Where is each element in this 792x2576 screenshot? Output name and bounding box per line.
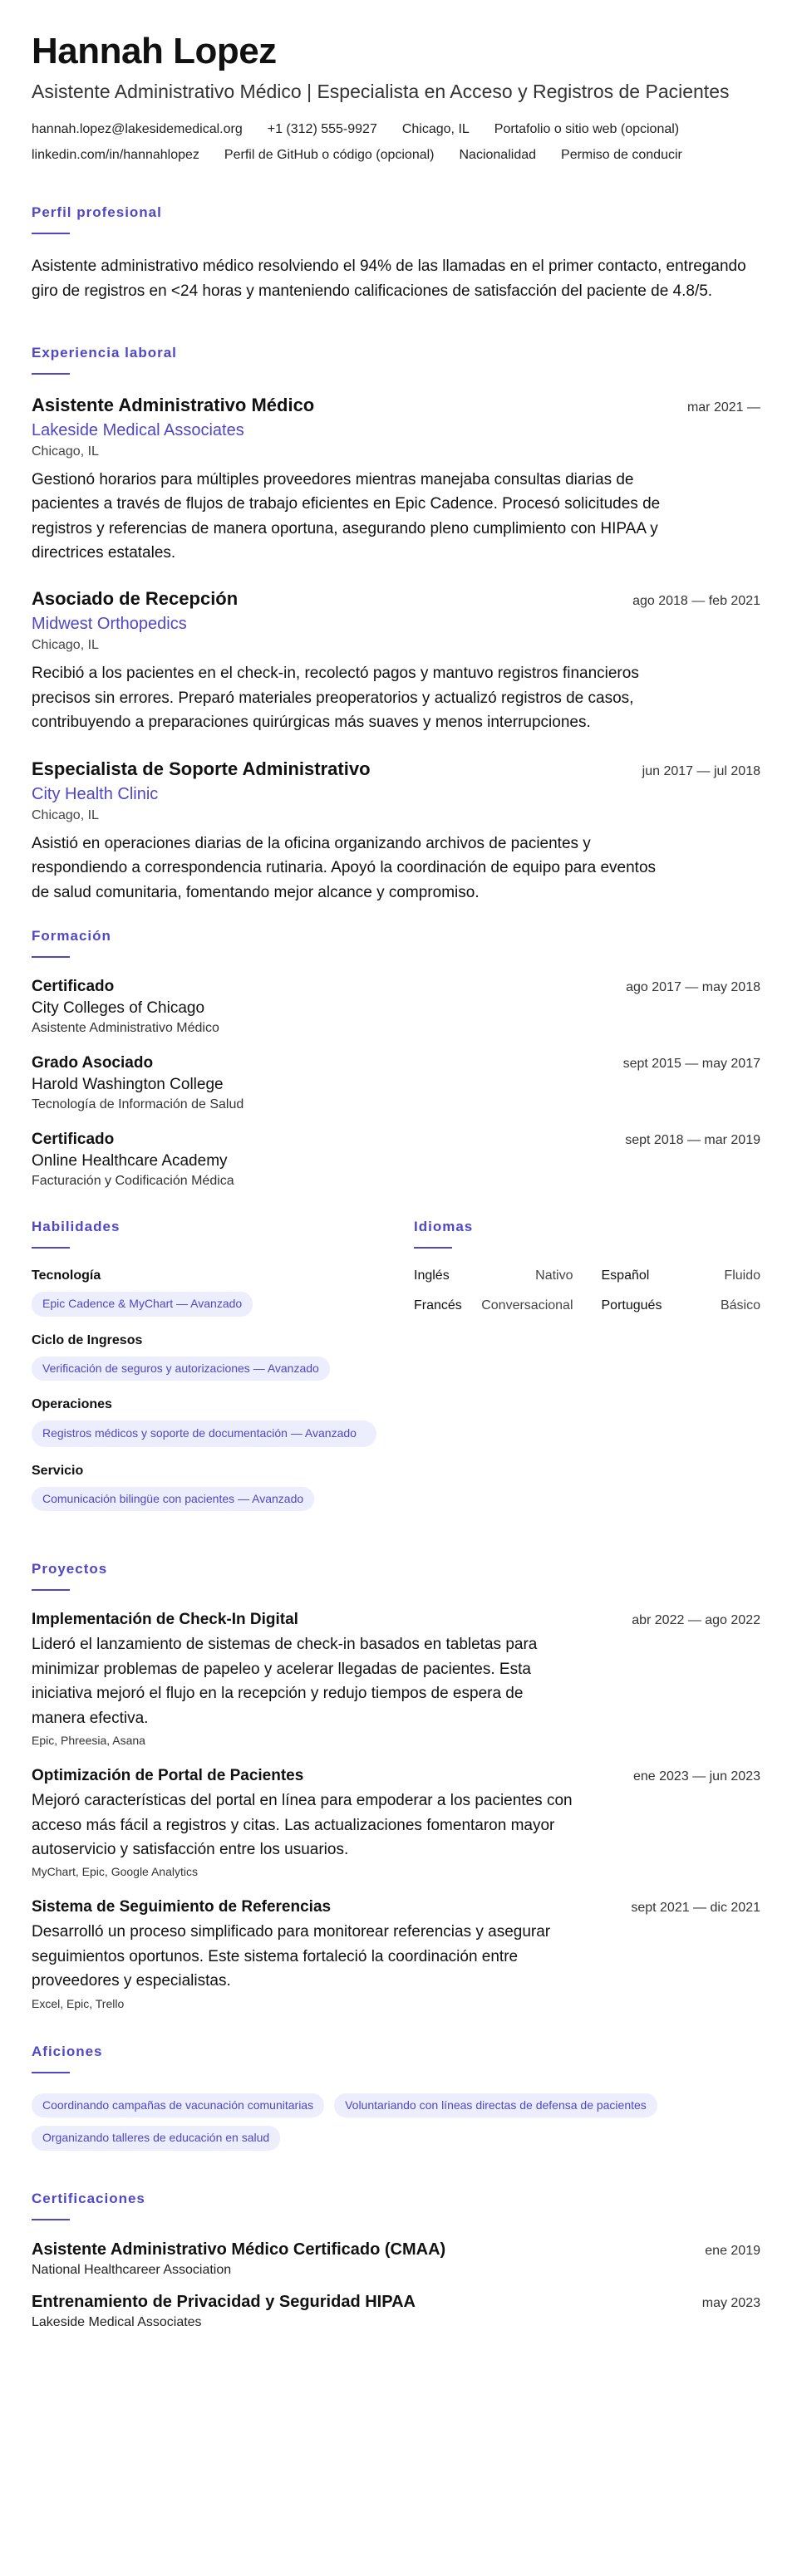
skill-chip: Comunicación bilingüe con pacientes — Avanzado (32, 1487, 314, 1512)
education-section (32, 928, 760, 1189)
certification-name: Asistente Administrativo Médico Certificado (CMAA) (32, 2240, 446, 2259)
hobby-chip: Voluntariando con líneas directas de defensa de pacientes (334, 2093, 657, 2118)
education-field: Facturación y Codificación Médica (32, 1174, 234, 1189)
language-item (602, 1268, 761, 1283)
certification-org: National Healthcareer Association (32, 2262, 232, 2277)
job-title: Especialista de Soporte Administrativo (32, 758, 371, 779)
education-school: Harold Washington College (32, 1076, 224, 1094)
section-divider (32, 2219, 70, 2220)
project-description: Mejoró características del portal en línea para empoderar a los pacientes con acceso más fácil a registros y citas. Las actualizaciones fomentaron mayor autoservicio y satisfacción entre los usuarios. (32, 1792, 573, 1859)
contact-license: Permiso de conducir (561, 148, 682, 163)
section-divider (32, 1247, 70, 1249)
certification-date: ene 2019 (705, 2243, 760, 2258)
language-name: Inglés (414, 1268, 450, 1283)
job-description: Gestionó horarios para múltiples proveedores mientras manejaba consultas diarias de pacientes a través de flujos de trabajo eficientes en Epic Cadence. Procesó solicitudes de registros y referencias de manera oportuna, asegurando pleno cumplimiento con HIPAA y directrices estatales. (32, 470, 661, 562)
education-field: Asistente Administrativo Médico (32, 1021, 219, 1036)
certification-org: Lakeside Medical Associates (32, 2314, 202, 2329)
skill-chip: Verificación de seguros y autorizaciones — Avanzado (32, 1357, 330, 1381)
language-name: Portugués (601, 1298, 662, 1313)
skill-chip: Registros médicos y soporte de documentación — Avanzado (32, 1420, 376, 1447)
projects-section (32, 1561, 760, 2009)
section-title: Formación (32, 928, 111, 945)
job-location: Chicago, IL (32, 807, 99, 822)
education-field: Tecnología de Información de Salud (32, 1097, 244, 1112)
skill-group (32, 1464, 381, 1512)
skill-group (32, 1333, 381, 1381)
job-dates: jun 2017 — jul 2018 (642, 763, 760, 778)
job-title: Asistente Administrativo Médico (32, 394, 315, 415)
project-entry (32, 1898, 760, 2009)
contact-phone[interactable]: +1 (312) 555-9927 (267, 122, 377, 137)
experience-section (32, 345, 760, 905)
project-entry (32, 1767, 760, 1878)
certification-date: may 2023 (701, 2295, 760, 2310)
language-level: Fluido (724, 1268, 760, 1283)
contact-location: Chicago, IL (401, 122, 470, 137)
education-entry (32, 978, 760, 1036)
section-title: Idiomas (414, 1219, 474, 1235)
education-entry (32, 1131, 760, 1189)
job-title: Asociado de Recepción (32, 588, 239, 610)
job-company: Midwest Orthopedics (32, 615, 187, 634)
project-dates: ene 2023 — jun 2023 (632, 1769, 760, 1784)
project-title: Sistema de Seguimiento de Referencias (32, 1898, 332, 1916)
project-tech: Excel, Epic, Trello (32, 1996, 125, 2010)
skill-category: Tecnología (32, 1268, 101, 1283)
job-company: City Health Clinic (32, 784, 159, 803)
skill-category: Operaciones (32, 1397, 112, 1412)
project-description: Desarrolló un proceso simplificado para monitorear referencias y asegurar seguimientos oportunos. Este sistema fortaleció la coordinación entre proveedores y especialistas. (32, 1923, 551, 1990)
project-title: Implementación de Check-In Digital (32, 1611, 298, 1629)
skills-languages-row (32, 1219, 760, 1528)
languages-section (414, 1219, 760, 1528)
job-entry (32, 588, 760, 734)
hobby-chips (32, 2093, 760, 2151)
project-dates: sept 2021 — dic 2021 (631, 1901, 760, 1916)
contact-list (32, 121, 760, 139)
certification-entry (32, 2240, 760, 2278)
project-description: Lideró el lanzamiento de sistemas de check-in basados en tabletas para minimizar problemas de papeleo y acelerar llegadas de pacientes. Esta iniciativa mejoró el flujo en la recepción y redujo tiempos de espera de manera efectiva. (32, 1636, 538, 1727)
language-level: Conversacional (481, 1298, 573, 1313)
job-dates: ago 2018 — feb 2021 (632, 594, 760, 609)
section-title: Certificaciones (32, 2190, 145, 2206)
certifications-section (32, 2191, 760, 2330)
job-dates: mar 2021 — (686, 400, 760, 415)
job-location: Chicago, IL (32, 444, 99, 459)
job-entry (32, 395, 760, 566)
skill-chip: Epic Cadence & MyChart — Avanzado (32, 1292, 253, 1317)
section-divider (32, 373, 70, 375)
contact-list-secondary (32, 147, 760, 164)
section-title: Perfil profesional (32, 204, 162, 220)
resume-header (32, 32, 760, 164)
project-dates: abr 2022 — ago 2022 (632, 1613, 760, 1628)
section-title: Proyectos (32, 1561, 108, 1577)
section-title: Experiencia laboral (32, 344, 177, 361)
job-company: Lakeside Medical Associates (32, 420, 244, 439)
language-level: Básico (720, 1298, 760, 1313)
education-dates: sept 2015 — may 2017 (622, 1057, 760, 1072)
language-name: Francés (414, 1298, 462, 1313)
education-school: City Colleges of Chicago (32, 999, 205, 1018)
job-location: Chicago, IL (32, 638, 99, 653)
skill-group (32, 1268, 381, 1317)
skill-group (32, 1397, 381, 1447)
section-divider (32, 233, 70, 234)
certification-name: Entrenamiento de Privacidad y Seguridad HIPAA (32, 2292, 416, 2311)
candidate-headline: Asistente Administrativo Médico | Especialista en Acceso y Registros de Pacientes (32, 81, 730, 103)
section-divider (32, 956, 70, 958)
project-title: Optimización de Portal de Pacientes (32, 1767, 304, 1785)
language-level: Nativo (535, 1268, 573, 1283)
education-degree: Certificado (32, 1131, 115, 1149)
language-item (414, 1298, 573, 1313)
job-description: Recibió a los pacientes en el check-in, recolectó pagos y mantuvo registros financieros precisos sin errores. Preparó materiales preoperatorios y actualizó registros de casos, contribuyendo a preparaciones quirúrgicas más suaves y menos interrupciones. (32, 665, 639, 732)
contact-nationality: Nacionalidad (459, 148, 537, 163)
skill-category: Servicio (32, 1463, 84, 1478)
contact-portfolio[interactable]: Portafolio o sitio web (opcional) (494, 122, 680, 137)
education-school: Online Healthcare Academy (32, 1152, 228, 1170)
education-entry (32, 1054, 760, 1112)
project-tech: MyChart, Epic, Google Analytics (32, 1865, 198, 1879)
education-dates: sept 2018 — mar 2019 (625, 1133, 760, 1148)
contact-github[interactable]: Perfil de GitHub o código (opcional) (224, 148, 435, 163)
contact-linkedin[interactable]: linkedin.com/in/hannahlopez (32, 148, 199, 163)
section-title: Habilidades (32, 1219, 121, 1235)
language-name: Español (601, 1268, 650, 1283)
skills-section (32, 1219, 381, 1528)
language-grid (414, 1268, 760, 1313)
hobby-chip: Organizando talleres de educación en salud (32, 2126, 280, 2151)
contact-email[interactable]: hannah.lopez@lakesidemedical.org (32, 122, 243, 137)
section-divider (32, 1589, 70, 1591)
hobby-chip: Coordinando campañas de vacunación comunitarias (32, 2093, 324, 2118)
section-divider (414, 1247, 452, 1249)
profile-summary: Asistente administrativo médico resolviendo el 94% de las llamadas en el primer contacto, entregando giro de registros en <24 horas y manteniendo calificaciones de satisfacción del paciente de 4.8/5. (32, 257, 746, 301)
education-dates: ago 2017 — may 2018 (626, 980, 760, 995)
hobbies-section (32, 2044, 760, 2151)
education-degree: Certificado (32, 978, 115, 996)
job-entry (32, 758, 760, 905)
candidate-name: Hannah Lopez (32, 31, 277, 71)
project-entry (32, 1611, 760, 1747)
language-item (414, 1268, 573, 1283)
skill-category: Ciclo de Ingresos (32, 1332, 143, 1347)
project-tech: Epic, Phreesia, Asana (32, 1734, 145, 1748)
profile-section (32, 204, 760, 305)
certification-entry (32, 2293, 760, 2330)
section-divider (32, 2072, 70, 2073)
language-item (602, 1298, 761, 1313)
job-description: Asistió en operaciones diarias de la oficina organizando archivos de pacientes y respondiendo a correspondencia rutinaria. Apoyó la coordinación de equipo para eventos de salud comunitaria, fomentando mejor alcance y compromiso. (32, 834, 657, 901)
section-title: Aficiones (32, 2043, 103, 2059)
education-degree: Grado Asociado (32, 1054, 154, 1072)
